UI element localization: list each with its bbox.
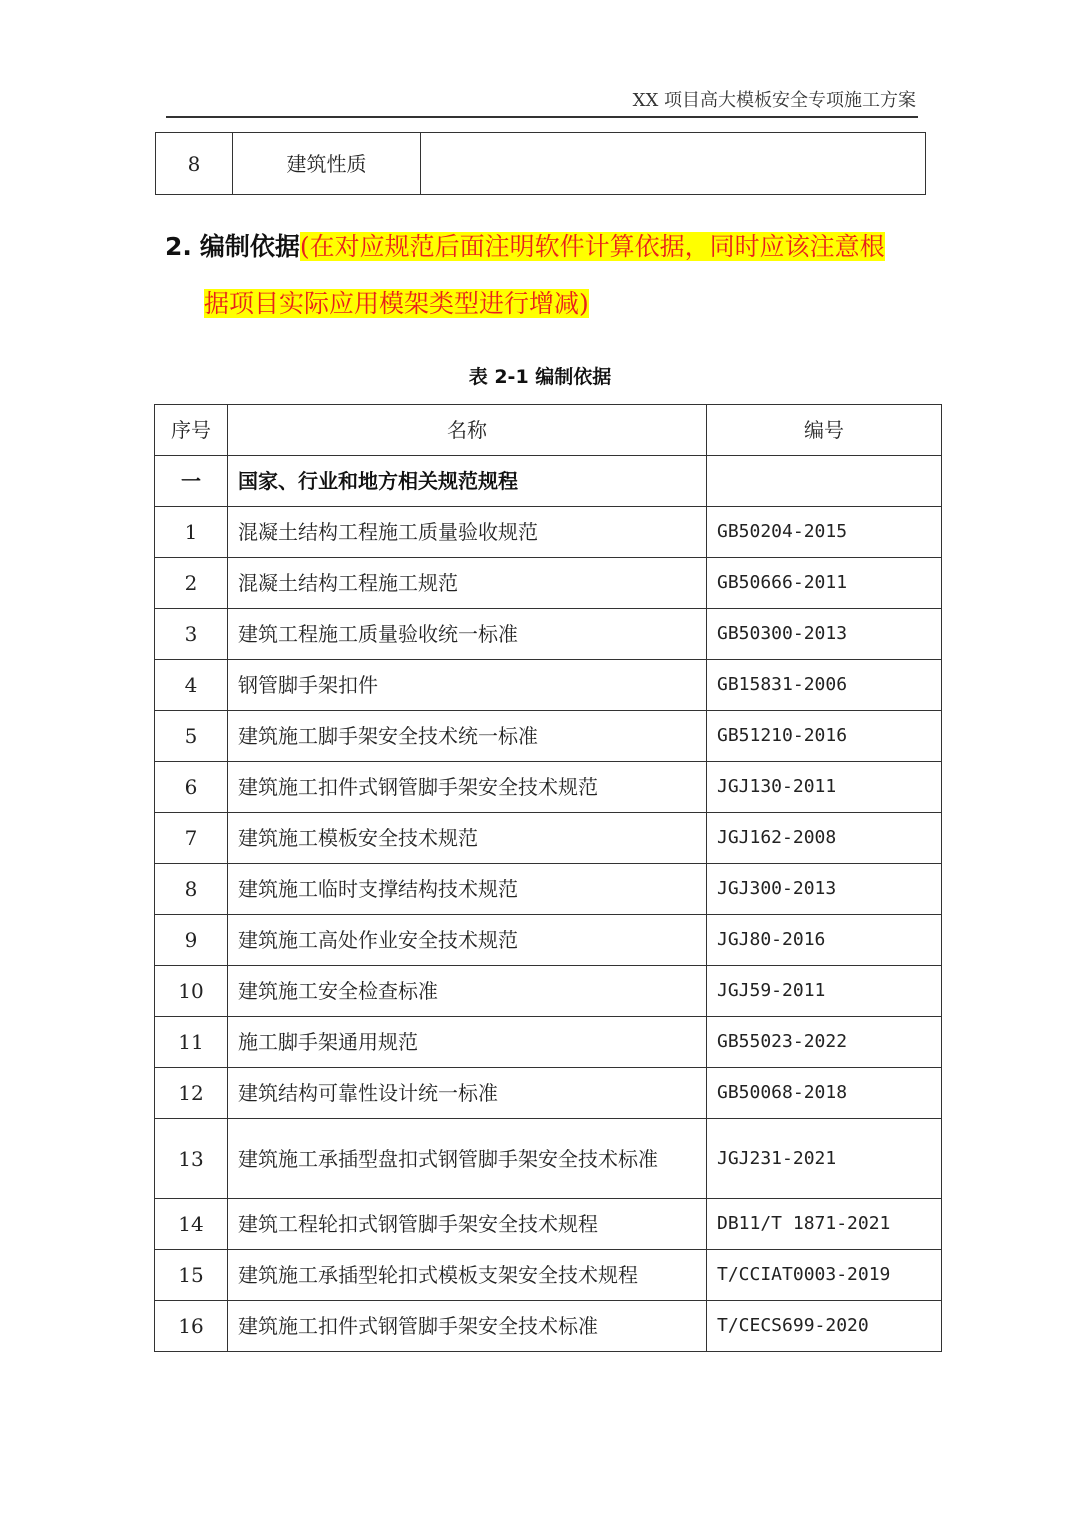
table-row [155, 609, 942, 660]
section-heading [165, 218, 925, 332]
cell-name: 建筑结构可靠性设计统一标准 [228, 1068, 707, 1119]
table-row [155, 813, 942, 864]
cell-name: 建筑施工承插型盘扣式钢管脚手架安全技术标准 [228, 1119, 707, 1199]
cell-code: JGJ162-2008 [707, 813, 942, 864]
project-info-table [155, 132, 926, 195]
header-name: 名称 [228, 405, 707, 456]
cell-no: 16 [155, 1301, 228, 1352]
cell-no: 9 [155, 915, 228, 966]
cell-name: 建筑施工高处作业安全技术规范 [228, 915, 707, 966]
cell-no: 2 [155, 558, 228, 609]
cell-code: GB15831-2006 [707, 660, 942, 711]
cell-code: JGJ80-2016 [707, 915, 942, 966]
table-row [155, 864, 942, 915]
table-row [155, 1199, 942, 1250]
cell-no: 4 [155, 660, 228, 711]
cell-code: DB11/T 1871-2021 [707, 1199, 942, 1250]
cell-name: 建筑施工扣件式钢管脚手架安全技术规范 [228, 762, 707, 813]
cell-code: JGJ59-2011 [707, 966, 942, 1017]
cell-no: 14 [155, 1199, 228, 1250]
table-row [155, 1068, 942, 1119]
section-number: 2. [165, 232, 192, 261]
cell-code: GB50204-2015 [707, 507, 942, 558]
table-row [155, 558, 942, 609]
cell-code: GB50068-2018 [707, 1068, 942, 1119]
table-row [155, 915, 942, 966]
cell-name: 钢管脚手架扣件 [228, 660, 707, 711]
cell-no: 6 [155, 762, 228, 813]
table-row [155, 1250, 942, 1301]
cell-code: GB51210-2016 [707, 711, 942, 762]
cell-no: 8 [155, 864, 228, 915]
group-name: 国家、行业和地方相关规范规程 [228, 456, 707, 507]
group-row [155, 456, 942, 507]
cell-no: 1 [155, 507, 228, 558]
cell-code: JGJ300-2013 [707, 864, 942, 915]
cell-no: 5 [155, 711, 228, 762]
group-code [707, 456, 942, 507]
cell-code: GB55023-2022 [707, 1017, 942, 1068]
cell-no: 8 [156, 133, 233, 195]
table-row [155, 660, 942, 711]
cell-code: JGJ130-2011 [707, 762, 942, 813]
cell-name: 混凝土结构工程施工规范 [228, 558, 707, 609]
group-no: 一 [155, 456, 228, 507]
cell-no: 15 [155, 1250, 228, 1301]
cell-value [421, 133, 926, 195]
cell-code: JGJ231-2021 [707, 1119, 942, 1199]
cell-no: 10 [155, 966, 228, 1017]
cell-name: 建筑施工脚手架安全技术统一标准 [228, 711, 707, 762]
cell-name: 施工脚手架通用规范 [228, 1017, 707, 1068]
cell-label: 建筑性质 [233, 133, 421, 195]
table-row [155, 507, 942, 558]
basis-table [154, 404, 942, 1352]
table-row [155, 1119, 942, 1199]
cell-no: 3 [155, 609, 228, 660]
cell-code: T/CCIAT0003-2019 [707, 1250, 942, 1301]
table-row [155, 711, 942, 762]
header-title: XX 项目高大模板安全专项施工方案 [632, 90, 916, 111]
cell-name: 建筑施工临时支撑结构技术规范 [228, 864, 707, 915]
cell-no: 7 [155, 813, 228, 864]
cell-no: 12 [155, 1068, 228, 1119]
highlighted-note-line2: 据项目实际应用模架类型进行增减) [204, 289, 589, 318]
cell-code: GB50666-2011 [707, 558, 942, 609]
table-row [155, 1301, 942, 1352]
cell-name: 建筑工程施工质量验收统一标准 [228, 609, 707, 660]
cell-name: 建筑施工承插型轮扣式模板支架安全技术规程 [228, 1250, 707, 1301]
table-caption: 表 2-1 编制依据 [468, 366, 612, 388]
cell-name: 建筑工程轮扣式钢管脚手架安全技术规程 [228, 1199, 707, 1250]
table-row [155, 762, 942, 813]
section-title: 编制依据 [199, 232, 300, 261]
cell-name: 混凝土结构工程施工质量验收规范 [228, 507, 707, 558]
cell-name: 建筑施工扣件式钢管脚手架安全技术标准 [228, 1301, 707, 1352]
table-header-row [155, 405, 942, 456]
header-code: 编号 [707, 405, 942, 456]
page-header [166, 88, 918, 118]
highlighted-note-line1: (在对应规范后面注明软件计算依据，同时应该注意根 [299, 232, 885, 261]
cell-code: GB50300-2013 [707, 609, 942, 660]
cell-name: 建筑施工模板安全技术规范 [228, 813, 707, 864]
cell-code: T/CECS699-2020 [707, 1301, 942, 1352]
cell-no: 11 [155, 1017, 228, 1068]
header-no: 序号 [155, 405, 228, 456]
cell-name: 建筑施工安全检查标准 [228, 966, 707, 1017]
cell-no: 13 [155, 1119, 228, 1199]
table-row [155, 1017, 942, 1068]
table-row [155, 966, 942, 1017]
table-row [156, 133, 926, 195]
